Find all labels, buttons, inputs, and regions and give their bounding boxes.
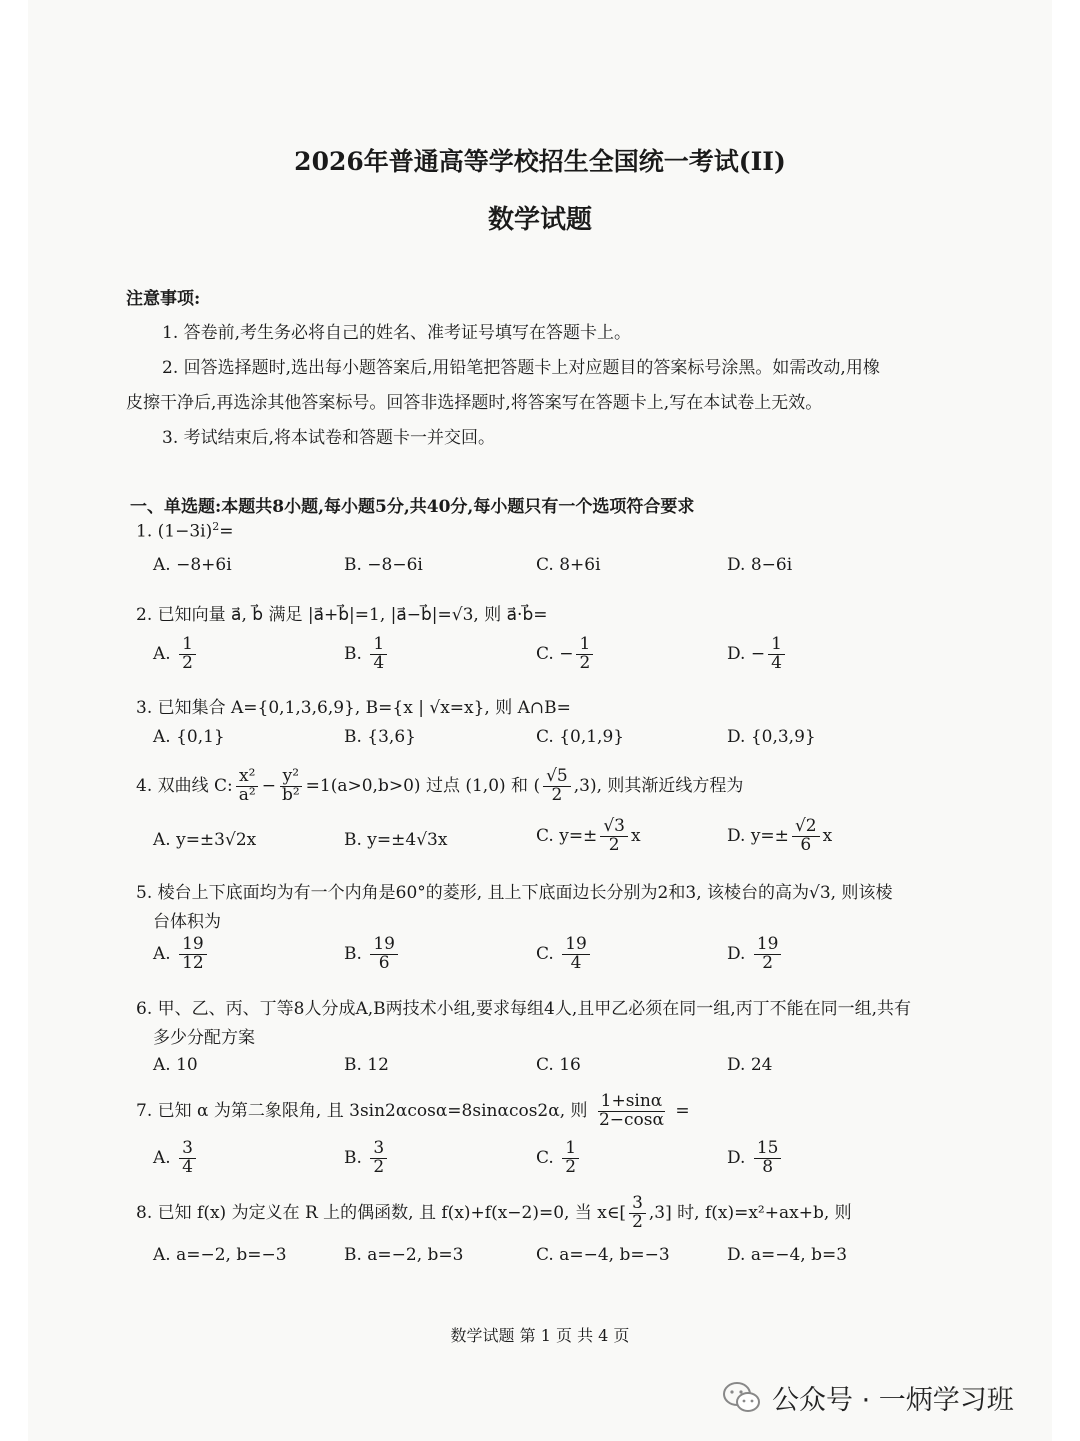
q7-option-c: C. $\frac{1}{2}$ [536, 1140, 582, 1177]
q8-option-d: D. a=−4, b=3 [727, 1245, 848, 1265]
q1-option-d: D. 8−6i [727, 555, 793, 575]
q2-option-d: D. − $\frac{1}{4}$ [727, 636, 788, 673]
q6-option-b: B. 12 [344, 1055, 389, 1075]
q7-option-d: D. $\frac{15}{8}$ [727, 1140, 784, 1177]
q3-option-b: B. {3,6} [344, 727, 416, 747]
q7-option-a: A. $\frac{3}{4}$ [153, 1140, 199, 1177]
section-title: 一、单选题:本题共8小题,每小题5分,共40分,每小题只有一个选项符合要求 [130, 497, 695, 517]
q7-option-b: B. $\frac{3}{2}$ [344, 1140, 390, 1177]
question-4-stem: 4. 双曲线 C: $\frac{\text{x²}}{\text{a²}}$ − $\frac{\text{y²}}{\text{b²}}$ =1(a>0,b>0) 过点 (1,0) 和 ( $\frac{√5}{2}$ ,3), 则其渐近线方程为 [136, 766, 744, 805]
q6-option-d: D. 24 [727, 1055, 773, 1075]
wechat-icon [722, 1381, 762, 1415]
q8-option-c: C. a=−4, b=−3 [536, 1245, 670, 1265]
q1-option-a: A. −8+6i [153, 555, 232, 575]
page-footer: 数学试题 第 1 页 共 4 页 [450, 1326, 630, 1345]
page-subtitle: 数学试题 [487, 205, 592, 235]
q3-option-c: C. {0,1,9} [536, 727, 625, 747]
q5-option-c: C. $\frac{19}{4}$ [536, 936, 593, 973]
note-item: 皮擦干净后,再选涂其他答案标号。回答非选择题时,将答案写在答题卡上,写在本试卷上无效。 [126, 393, 823, 413]
q4-option-d: D. y=± $\frac{√2}{6}$ x [727, 816, 833, 855]
notes-heading: 注意事项: [126, 289, 201, 309]
note-item: 1. 答卷前,考生务必将自己的姓名、准考证号填写在答题卡上。 [162, 323, 632, 343]
q8-option-a: A. a=−2, b=−3 [153, 1245, 287, 1265]
page-title: 2026年普通高等学校招生全国统一考试(II) [294, 147, 786, 176]
q8-option-b: B. a=−2, b=3 [344, 1245, 464, 1265]
q6-option-c: C. 16 [536, 1055, 581, 1075]
q2-option-b: B. $\frac{1}{4}$ [344, 636, 390, 673]
q4-option-b: B. y=±4√3x [344, 830, 448, 850]
watermark-text: 公众号 · 一炳学习班 [772, 1385, 1014, 1416]
q3-option-a: A. {0,1} [153, 727, 225, 747]
q2-option-c: C. − $\frac{1}{2}$ [536, 636, 596, 673]
q2-option-a: A. $\frac{1}{2}$ [153, 636, 199, 673]
q1-option-c: C. 8+6i [536, 555, 601, 575]
q4-option-a: A. y=±3√2x [153, 830, 257, 850]
question-2-stem: 2. 已知向量 a⃗, b⃗ 满足 |a⃗+b⃗|=1, |a⃗−b⃗|=√3, 则 a⃗·b⃗= [136, 605, 548, 625]
question-5-stem: 5. 棱台上下底面均为有一个内角是60°的菱形, 且上下底面边长分别为2和3, 该棱台的高为√3, 则该棱 [136, 883, 893, 903]
q3-option-d: D. {0,3,9} [727, 727, 816, 747]
question-5-stem-cont: 台体积为 [153, 912, 221, 932]
q5-option-a: A. $\frac{19}{12}$ [153, 936, 210, 973]
question-7-stem: 7. 已知 α 为第二象限角, 且 3sin2αcosα=8sinαcos2α, 则 $\frac{1+\sin\alpha}{2-\cos\alpha}$ = [136, 1091, 690, 1130]
watermark [722, 1378, 1014, 1417]
note-item: 3. 考试结束后,将本试卷和答题卡一并交回。 [162, 428, 496, 448]
q5-option-d: D. $\frac{19}{2}$ [727, 936, 784, 973]
q6-option-a: A. 10 [153, 1055, 198, 1075]
q1-option-b: B. −8−6i [344, 555, 423, 575]
q5-option-b: B. $\frac{19}{6}$ [344, 936, 401, 973]
question-3-stem: 3. 已知集合 A={0,1,3,6,9}, B={x | √x=x}, 则 A∩B= [136, 698, 571, 718]
question-8-stem: 8. 已知 f(x) 为定义在 R 上的偶函数, 且 f(x)+f(x−2)=0, 当 x∈[ $\frac{3}{2}$ ,3] 时, f(x)=x²+ax+b, 则 [136, 1193, 852, 1232]
q4-option-c: C. y=± $\frac{√3}{2}$ x [536, 816, 641, 855]
question-6-stem: 6. 甲、乙、丙、丁等8人分成A,B两技术小组,要求每组4人,且甲乙必须在同一组,丙丁不能在同一组,共有 [136, 999, 912, 1019]
note-item: 2. 回答选择题时,选出每小题答案后,用铅笔把答题卡上对应题目的答案标号涂黑。如需改动,用橡 [162, 358, 880, 378]
question-1-stem: 1. $(1-3i)^2=$ [136, 520, 234, 542]
question-6-stem-cont: 多少分配方案 [153, 1028, 255, 1048]
